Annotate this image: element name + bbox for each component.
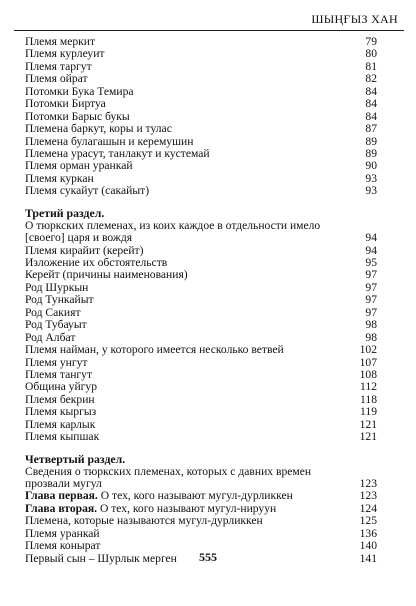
toc-entry-page: 107	[359, 355, 377, 369]
toc-entry-title: Племя орман уранкай	[25, 159, 133, 173]
toc-entry-page: 121	[359, 417, 377, 431]
toc-entry-page: 118	[360, 392, 377, 406]
toc-entry-page: 80	[365, 47, 377, 61]
section-heading-third: Третий раздел.	[25, 205, 105, 220]
toc-entry-title: Первый сын – Шурлык мерген	[25, 551, 177, 565]
toc-entry-title: Потомки Биртуа	[25, 97, 106, 111]
toc-entry-page: 98	[365, 330, 377, 344]
toc-entry-title: Племя бекрин	[25, 392, 95, 406]
toc-entry-page: 97	[365, 268, 377, 282]
toc-entry-title: Племя уранкай	[25, 526, 100, 540]
toc-entry-title: Племя сукайут (сакайыт)	[25, 184, 150, 198]
toc-entry-page: 89	[365, 146, 377, 160]
toc-entry-page: 97	[365, 293, 377, 307]
toc-entry-title: Племя кыпшак	[25, 430, 100, 444]
toc-entry-page: 82	[365, 72, 377, 86]
toc-entry-title: Племя конырат	[25, 539, 101, 553]
toc-entry-title: О тех, кого называют мугул-дурликкен	[97, 489, 293, 503]
toc-entry-page: 84	[365, 97, 377, 111]
toc-entry-page: 141	[359, 551, 377, 565]
toc-entry-title: Племена булагашын и керемушин	[25, 134, 194, 148]
toc-entry-page: 140	[359, 539, 377, 553]
toc-entry-page: 95	[365, 256, 377, 269]
toc-entry-title: Керейт (причины наименования)	[25, 268, 188, 282]
toc-entry-title: Племя куркан	[25, 171, 94, 185]
toc-entry	[25, 319, 377, 331]
toc-entry-page: 97	[365, 280, 377, 294]
toc-entry-title: Племя карлык	[25, 417, 96, 431]
toc-entry-page: 124	[359, 501, 377, 515]
toc-entry-title: Род Тункайыт	[25, 293, 94, 307]
toc-entry-title: Род Шуркын	[25, 280, 89, 294]
toc-entry-page: 121	[359, 430, 377, 444]
toc-entry	[25, 431, 377, 443]
toc-entry-title: Племя кыргыз	[25, 405, 97, 419]
toc-entry-page: 136	[359, 526, 377, 540]
toc-entry-title: Род Албат	[25, 330, 76, 344]
toc-entry-title: Изложение их обстоятельств	[25, 256, 168, 269]
page-number: 555	[199, 550, 217, 564]
toc-intro-line: О тюркских племенах, из коих каждое в отдельности имело	[25, 218, 321, 232]
toc-entry-page: 93	[365, 184, 377, 198]
chapter-label: Глава первая.	[25, 489, 98, 503]
toc-entry-title: Племя ойрат	[25, 72, 88, 86]
toc-entry-page: 123	[359, 477, 377, 490]
section-heading-fourth: Четвертый раздел.	[25, 451, 126, 466]
toc-entry-title: Община уйгур	[25, 380, 98, 394]
toc-entry-page: 123	[359, 489, 377, 503]
toc-block-third-section	[25, 232, 377, 443]
toc-entry-title: Потомки Бука Темира	[25, 84, 134, 98]
toc-entry-title: Племена урасут, танлакут и кустемай	[25, 146, 210, 160]
toc-entry-title: Племена баркут, коры и тулас	[25, 122, 172, 136]
toc-entry-title: Племя найман, у которого имеется несколько ветвей	[25, 343, 284, 357]
chapter-label: Глава вторая.	[25, 501, 98, 515]
toc-entry-title: Род Сакият	[25, 305, 81, 319]
toc-entry-title: прозвали мугул	[25, 477, 102, 490]
toc-entry-page: 119	[360, 405, 377, 419]
toc-intro-line: Сведения о тюркских племенах, которых с давних времен	[25, 464, 312, 478]
running-head: ШЫҢҒЫЗ ХАН	[311, 12, 398, 26]
toc-entry-page: 108	[359, 367, 377, 381]
toc-entry-title: Племя тангут	[25, 367, 93, 381]
toc-entry-page: 79	[365, 35, 377, 48]
toc-entry-page: 94	[365, 243, 377, 257]
toc-entry-title: О тех, кого называют мугул-нируун	[97, 501, 277, 515]
toc-entry-page: 102	[359, 343, 377, 357]
toc-entry-page: 94	[365, 231, 377, 245]
toc-entry-page: 90	[365, 159, 377, 173]
toc-entry-title: Племя меркит	[25, 35, 96, 48]
toc-entry-page: 112	[360, 380, 377, 394]
table-of-contents	[25, 36, 377, 565]
toc-entry-title: Племена, которые называются мугул-дурликкен	[25, 514, 263, 528]
toc-entry-page: 81	[365, 59, 377, 73]
toc-entry-title: Потомки Барыс букы	[25, 109, 130, 123]
toc-entry	[25, 185, 377, 197]
toc-entry-page: 84	[365, 109, 377, 123]
toc-entry-title: Род Тубауыт	[25, 318, 87, 332]
toc-entry-page: 84	[365, 84, 377, 98]
toc-entry-page: 125	[359, 514, 377, 528]
toc-entry-title: Племя унгут	[25, 355, 88, 369]
toc-entry-title: [своего] царя и вождя	[25, 231, 133, 245]
toc-entry-page: 87	[365, 122, 377, 136]
toc-block-tribes	[25, 36, 377, 198]
toc-entry-title: Племя курлеуит	[25, 47, 105, 61]
toc-entry-title: Племя кирайит (керейт)	[25, 243, 144, 257]
toc-entry-page: 98	[365, 318, 377, 332]
header-rule	[14, 30, 404, 31]
toc-entry-title: Племя таргут	[25, 59, 92, 73]
toc-entry-page: 97	[365, 305, 377, 319]
toc-entry-page: 89	[365, 134, 377, 148]
toc-entry-page: 93	[365, 171, 377, 185]
